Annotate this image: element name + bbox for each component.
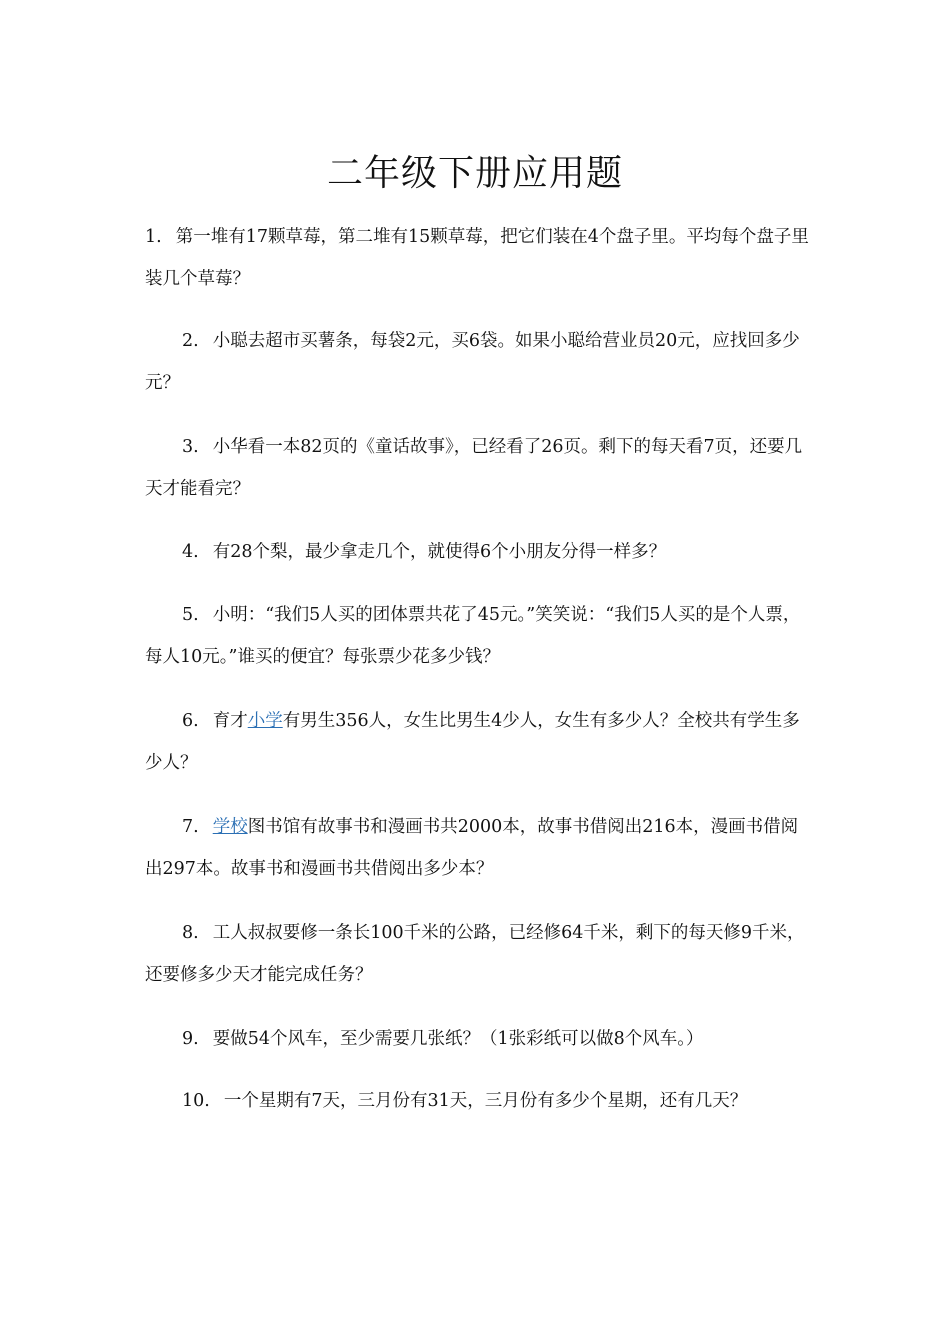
- question-text: 工人叔叔要修一条长100千米的公路，已经修64千米，剩下的每天修9千米，还要修多少天才能完成任务？: [145, 923, 805, 985]
- question-number: 6.: [182, 711, 199, 731]
- question-text: 有男生356人，女生比男生4少人，女生有多少人？全校共有学生多少人？: [145, 711, 800, 773]
- question-number: 3.: [182, 437, 199, 457]
- link-primary-school[interactable]: 小学: [247, 711, 283, 731]
- question-text: 小明：“我们5人买的团体票共花了45元。”笑笑说：“我们5人买的是个人票，每人10元。”谁买的便宜？每张票少花多少钱？: [145, 605, 801, 667]
- question-4: [145, 531, 811, 573]
- question-5: [145, 594, 811, 678]
- question-text: 要做54个风车，至少需要几张纸？（1张彩纸可以做8个风车。）: [212, 1029, 704, 1049]
- question-1: [145, 216, 811, 300]
- question-8: [145, 912, 811, 996]
- question-text-prefix: 育才: [212, 711, 248, 731]
- question-number: 1.: [145, 227, 162, 247]
- question-number: 8.: [182, 923, 199, 943]
- question-7: [145, 806, 811, 890]
- question-number: 9.: [182, 1029, 199, 1049]
- question-text: 小华看一本82页的《童话故事》，已经看了26页。剩下的每天看7页，还要几天才能看完？: [145, 437, 803, 499]
- page-title: 二年级下册应用题: [326, 153, 623, 195]
- link-school[interactable]: 学校: [212, 817, 248, 837]
- question-number: 10.: [182, 1091, 210, 1111]
- question-number: 2.: [182, 331, 199, 351]
- question-text: 有28个梨，最少拿走几个，就使得6个小朋友分得一样多？: [212, 542, 667, 562]
- question-number: 5.: [182, 605, 199, 625]
- question-10: [145, 1080, 811, 1122]
- question-number: 7.: [182, 817, 199, 837]
- question-text: 第一堆有17颗草莓，第二堆有15颗草莓，把它们装在4个盘子里。平均每个盘子里装几个草莓？: [145, 227, 809, 289]
- question-3: [145, 426, 811, 510]
- question-number: 4.: [182, 542, 199, 562]
- question-6: [145, 700, 811, 784]
- question-9: [145, 1018, 811, 1060]
- question-text: 一个星期有7天，三月份有31天，三月份有多少个星期，还有几天？: [223, 1091, 748, 1111]
- question-text: 图书馆有故事书和漫画书共2000本，故事书借阅出216本，漫画书借阅出297本。故事书和漫画书共借阅出多少本？: [145, 817, 799, 879]
- question-text: 小聪去超市买薯条，每袋2元，买6袋。如果小聪给营业员20元，应找回多少元？: [145, 331, 800, 393]
- question-2: [145, 320, 811, 404]
